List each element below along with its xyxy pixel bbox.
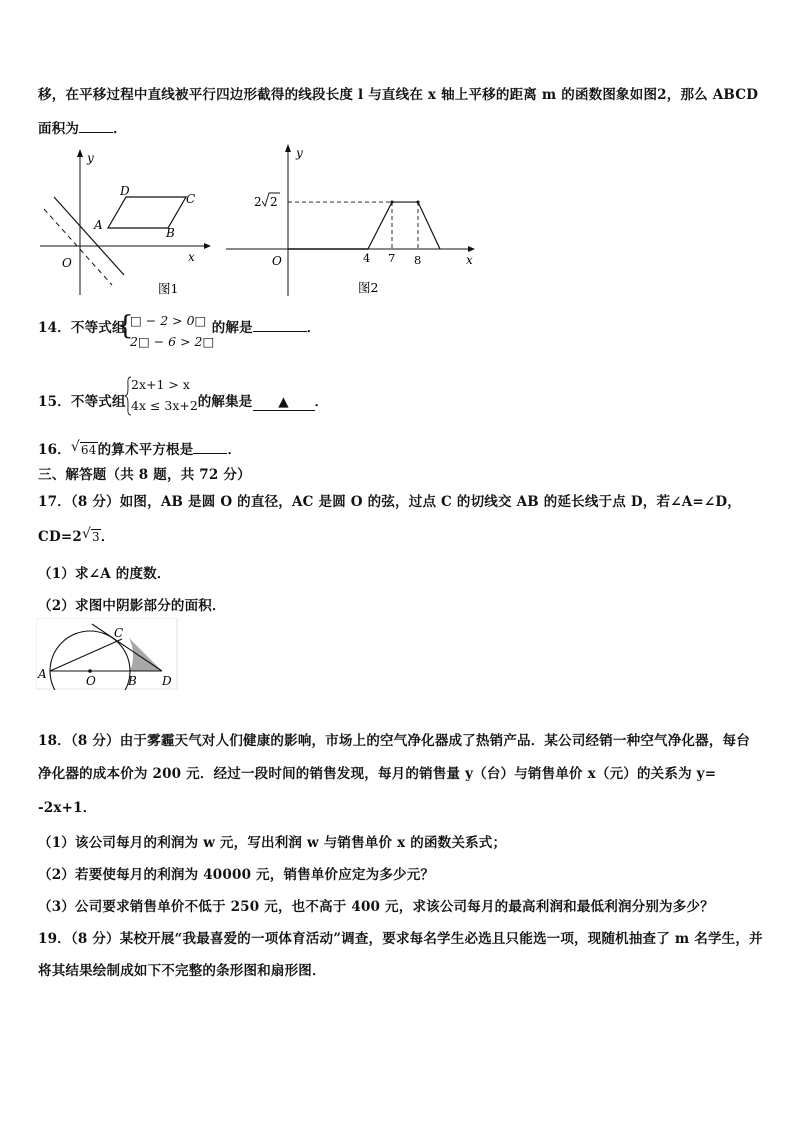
q17-shaded-region	[129, 638, 162, 671]
q17-figure	[36, 618, 178, 690]
q16-sqrt	[70, 439, 98, 458]
q16-radicand: 64	[80, 443, 97, 457]
q17-line2-prefix: CD=2	[38, 529, 82, 545]
q15-prefix: 15．不等式组	[38, 394, 126, 410]
q17-label-a: A	[38, 667, 47, 681]
q17-part1: （1）求∠A 的度数．	[38, 566, 171, 582]
fig2-graph	[288, 200, 440, 249]
fig1-x-label: x	[188, 250, 195, 264]
fig2-y-label: y	[296, 146, 303, 160]
q17-label-b: B	[128, 674, 137, 688]
fig1-y-arrow-icon	[77, 149, 83, 157]
fig1-point-b-label: B	[166, 226, 175, 240]
q17-text-line1: 17．（8 分）如图，AB 是圆 O 的直径，AC 是圆 O 的弦，过点 C 的切线交 AB 的延长线于点 D，若∠A=∠D，	[38, 494, 742, 510]
fig2-graph-point	[416, 200, 419, 203]
q15-end: ．	[314, 394, 329, 410]
q16-answer-blank	[193, 441, 227, 454]
q18-text-line2: 净化器的成本价为 200 元．经过一段时间的销售发现，每月的销售量 y（台）与销售单价 x（元）的关系为 y=	[38, 766, 717, 782]
fig2-caption: 图2	[358, 280, 379, 295]
fig2-y-value-radicand: 2	[270, 195, 278, 209]
q18-part2: （2）若要使每月的利润为 40000 元，销售单价应定为多少元？	[38, 867, 435, 883]
fig1-point-d-label: D	[120, 184, 130, 198]
q14-prefix: 14．不等式组	[38, 320, 126, 336]
q13-text-line1: 移，在平移过程中直线被平行四边形截得的线段长度 l 与直线在 x 轴上平移的距离 m 的函数图象如图2，那么 ABCD	[38, 87, 759, 103]
q18-text-line1: 18．（8 分）由于雾霾天气对人们健康的影响，市场上的空气净化器成了热销产品．某公司经销一种空气净化器，每台	[38, 733, 750, 749]
fig2-tick-4: 4	[363, 251, 371, 265]
q13-answer-blank	[79, 120, 113, 133]
fig1-caption: 图1	[158, 281, 179, 296]
fig2-tick-8: 8	[414, 253, 422, 267]
q14-brace-icon: {	[117, 311, 134, 341]
q14-suffix: 的解是	[211, 320, 253, 336]
q17-center-dot	[88, 669, 92, 673]
fig2-y-arrow-icon	[285, 144, 291, 152]
fig2-y-value-coef: 2	[254, 195, 262, 209]
q17-sqrt	[81, 526, 101, 545]
q17-text-line2	[38, 525, 115, 545]
q18-text-line3: -2x+1．	[38, 800, 97, 816]
q17-label-c: C	[114, 626, 124, 640]
fig1-y-label: y	[87, 151, 94, 165]
fig2-x-label: x	[466, 253, 473, 267]
q13-line2-suffix: ．	[113, 121, 127, 137]
q14-row1: □ − 2 > 0□	[130, 313, 207, 328]
q15-answer-blank	[253, 394, 315, 411]
fig1-point-a-label: A	[94, 218, 103, 232]
fig2-graph-point	[390, 200, 393, 203]
q16-prefix: 16．	[38, 442, 71, 458]
fig2-graph-line	[368, 202, 440, 249]
q17-figure-frame	[36, 618, 177, 689]
q14-answer-blank	[253, 319, 307, 332]
q18-part1: （1）该公司每月的利润为 w 元，写出利润 w 与销售单价 x 的函数关系式；	[38, 835, 507, 851]
q14-row2: 2□ − 6 > 2□	[130, 334, 215, 349]
q15-row2: 4x ≤ 3x+2	[131, 398, 198, 413]
q18-part3: （3）公司要求销售单价不低于 250 元，也不高于 400 元，求该公司每月的最高利润和最低利润分别为多少？	[38, 899, 714, 915]
q14-end: ．	[306, 320, 321, 336]
fig2-x-arrow-icon	[468, 246, 475, 252]
fig2-origin-label: O	[272, 254, 282, 268]
q16-end: ．	[227, 442, 242, 458]
q15-answer-mark: ▲	[278, 394, 289, 410]
q13-figure-2	[222, 140, 482, 300]
q17-part2: （2）求图中阴影部分的面积．	[38, 598, 226, 614]
q16	[38, 438, 241, 458]
q13-figure-1	[36, 145, 216, 300]
fig1-point-c-label: C	[186, 192, 196, 206]
q15-row1: 2x+1 > x	[131, 377, 190, 392]
q17-radicand: 3	[91, 530, 100, 544]
q15-suffix: 的解集是	[197, 394, 253, 410]
section-3-heading: 三、解答题（共 8 题，共 72 分）	[38, 467, 251, 483]
fig1-x-arrow-icon	[204, 243, 211, 249]
fig2-tick-7: 7	[388, 251, 396, 265]
q16-sqrt-icon: √	[70, 439, 81, 455]
q13-line2-prefix: 面积为	[38, 121, 80, 137]
q19-text-line2: 将其结果绘制成如下不完整的条形图和扇形图．	[38, 963, 326, 979]
q17-label-o: O	[86, 674, 96, 688]
q17-line2-suffix: ．	[100, 529, 115, 545]
q17-sqrt-icon: √	[81, 526, 92, 542]
q13-text-line2	[38, 117, 127, 137]
fig1-parallelogram	[108, 197, 186, 228]
fig1-origin-label: O	[62, 256, 72, 270]
q16-suffix: 的算术平方根是	[97, 442, 194, 458]
q19-text-line1: 19．（8 分）某校开展“我最喜爱的一项体育活动”调查，要求每名学生必选且只能选一项，现随机抽查了 m 名学生，并	[38, 931, 763, 947]
q17-label-d: D	[162, 674, 172, 688]
